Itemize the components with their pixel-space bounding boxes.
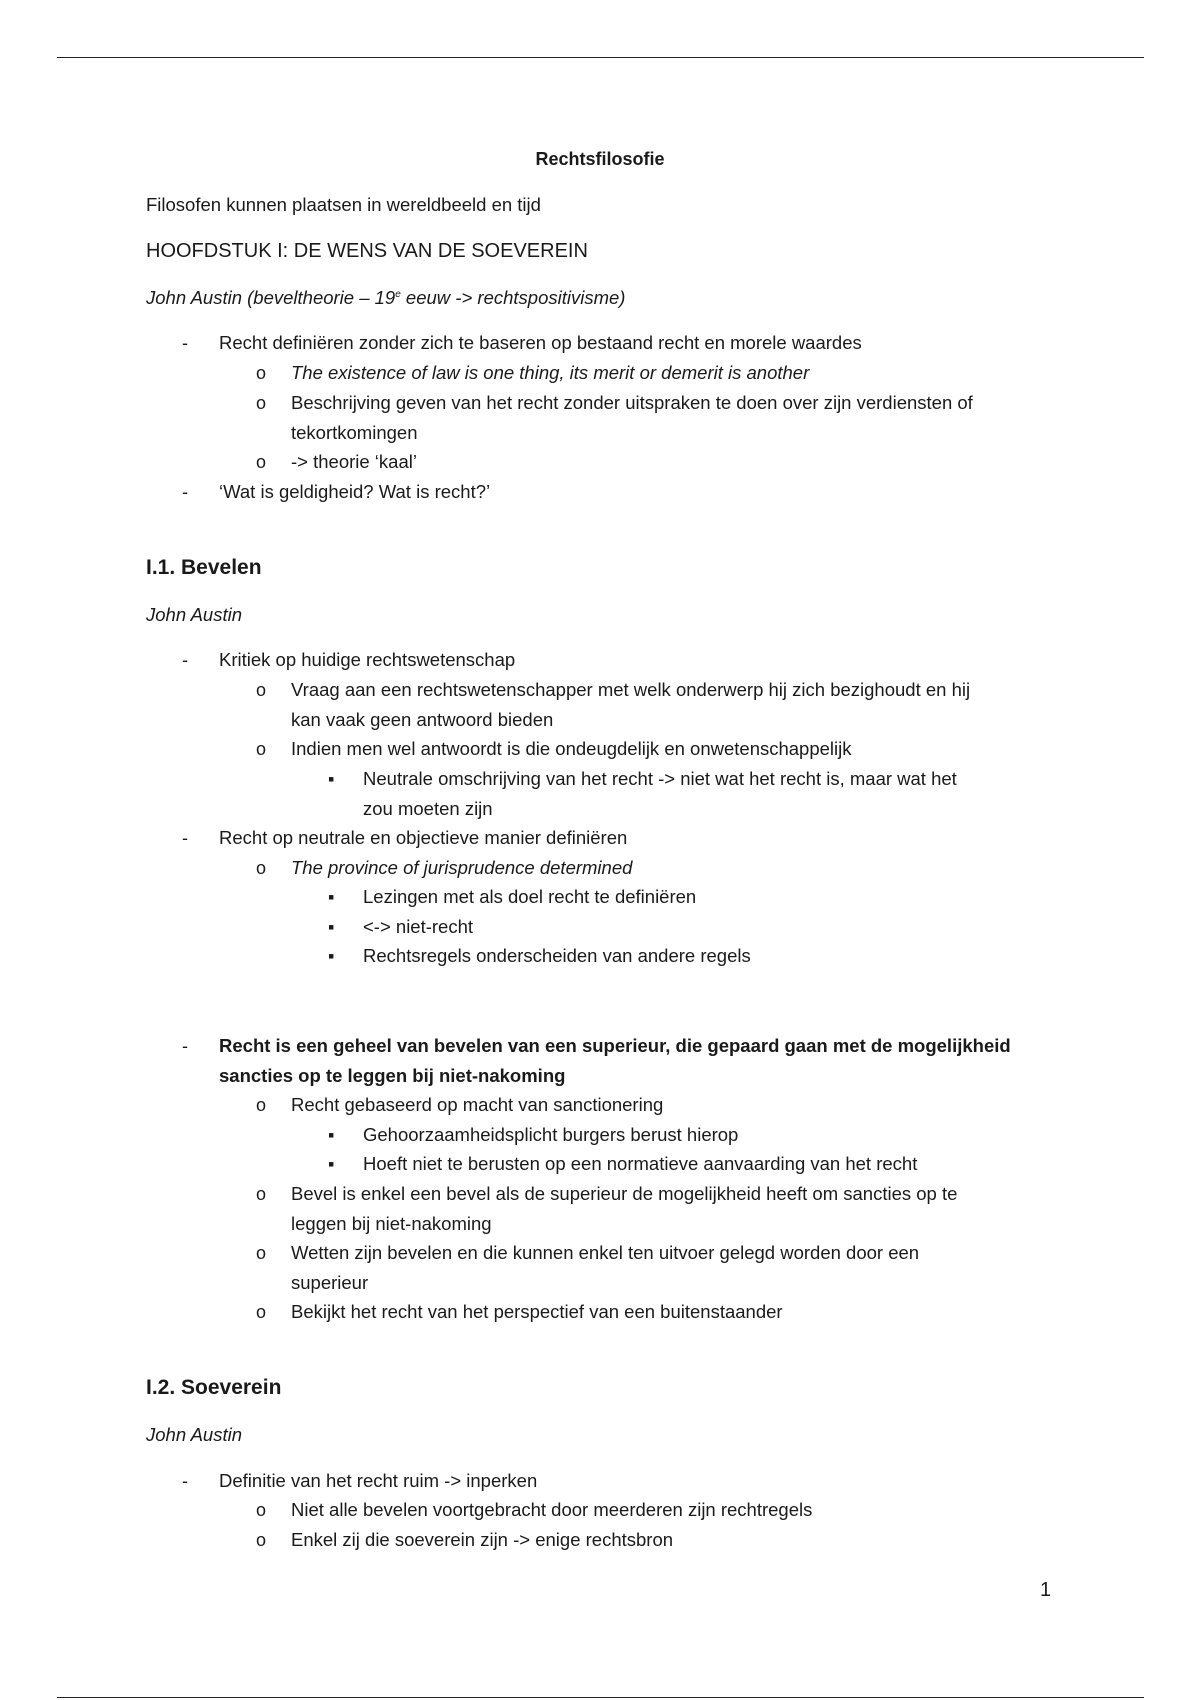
author-line-sup: e [395, 288, 401, 300]
author-line-pre: John Austin (beveltheorie – 19 [146, 287, 396, 308]
list-item-continued: zou moeten zijn [363, 798, 493, 819]
page-number: 1 [1040, 1579, 1052, 1601]
dash-marker: - [182, 1036, 188, 1056]
list-item: The existence of law is one thing, its merit or demerit is another [291, 362, 810, 383]
list-item: -> theorie ‘kaal’ [291, 451, 417, 472]
circle-marker: o [256, 1184, 267, 1204]
list-item-bold-continued: sancties op te leggen bij niet-nakoming [219, 1065, 566, 1086]
square-marker: ▪ [328, 917, 335, 937]
dash-marker: - [182, 333, 188, 353]
list-item: ‘Wat is geldigheid? Wat is recht?’ [219, 481, 491, 502]
square-marker: ▪ [328, 887, 335, 907]
circle-marker: o [256, 1095, 267, 1115]
list-item: Recht definiëren zonder zich te baseren op bestaand recht en morele waardes [219, 332, 862, 353]
list-item-continued: tekortkomingen [291, 422, 418, 443]
square-marker: ▪ [328, 1125, 335, 1145]
square-marker: ▪ [328, 769, 335, 789]
author-line-post: eeuw -> rechtspositivisme) [400, 287, 626, 308]
list-item-continued: superieur [291, 1272, 369, 1293]
square-marker: ▪ [328, 946, 335, 966]
header-rule [57, 57, 1144, 58]
list-item: Beschrijving geven van het recht zonder uitspraken te doen over zijn verdiensten of [291, 392, 973, 413]
list-item: Rechtsregels onderscheiden van andere regels [363, 945, 751, 966]
circle-marker: o [256, 739, 267, 759]
dash-marker: - [182, 482, 188, 502]
list-item-continued: leggen bij niet-nakoming [291, 1213, 492, 1234]
document-title: Rechtsfilosofie [535, 149, 665, 169]
list-item: Lezingen met als doel recht te definiëren [363, 886, 697, 907]
circle-marker: o [256, 363, 267, 383]
list-item: Gehoorzaamheidsplicht burgers berust hierop [363, 1124, 739, 1145]
intro-line: Filosofen kunnen plaatsen in wereldbeeld en tijd [146, 194, 541, 215]
circle-marker: o [256, 1302, 267, 1322]
list-item: Niet alle bevelen voortgebracht door meerderen zijn rechtregels [291, 1499, 813, 1520]
author-line [146, 286, 625, 310]
chapter-heading: HOOFDSTUK I: DE WENS VAN DE SOEVEREIN [146, 240, 588, 262]
list-item: Definitie van het recht ruim -> inperken [219, 1470, 538, 1491]
list-item: Indien men wel antwoordt is die ondeugdelijk en onwetenschappelijk [291, 738, 852, 759]
section-author: John Austin [146, 604, 242, 625]
list-item: Bevel is enkel een bevel als de superieur de mogelijkheid heeft om sancties op te [291, 1183, 958, 1204]
list-item-bold: Recht is een geheel van bevelen van een superieur, die gepaard gaan met de mogelijkheid [219, 1035, 1011, 1056]
list-item: Enkel zij die soeverein zijn -> enige rechtsbron [291, 1529, 674, 1550]
list-item: Vraag aan een rechtswetenschapper met welk onderwerp hij zich bezighoudt en hij [291, 679, 971, 700]
list-item: Bekijkt het recht van het perspectief van een buitenstaander [291, 1301, 783, 1322]
list-item: Recht op neutrale en objectieve manier definiëren [219, 827, 628, 848]
circle-marker: o [256, 1530, 267, 1550]
footer-rule [57, 1697, 1144, 1698]
section-heading-soeverein: I.2. Soeverein [146, 1376, 282, 1399]
circle-marker: o [256, 680, 267, 700]
list-item: Kritiek op huidige rechtswetenschap [219, 649, 516, 670]
circle-marker: o [256, 452, 267, 472]
dash-marker: - [182, 828, 188, 848]
section-heading-bevelen: I.1. Bevelen [146, 556, 262, 579]
list-item: The province of jurisprudence determined [291, 857, 633, 878]
circle-marker: o [256, 1243, 267, 1263]
list-item: Hoeft niet te berusten op een normatieve aanvaarding van het recht [363, 1153, 918, 1174]
circle-marker: o [256, 858, 267, 878]
list-item: <-> niet-recht [363, 916, 474, 937]
list-item: Recht gebaseerd op macht van sanctionering [291, 1094, 664, 1115]
list-item: Neutrale omschrijving van het recht -> niet wat het recht is, maar wat het [363, 768, 957, 789]
dash-marker: - [182, 650, 188, 670]
list-item: Wetten zijn bevelen en die kunnen enkel ten uitvoer gelegd worden door een [291, 1242, 920, 1263]
circle-marker: o [256, 1500, 267, 1520]
circle-marker: o [256, 393, 267, 413]
section-author: John Austin [146, 1424, 242, 1445]
list-item-continued: kan vaak geen antwoord bieden [291, 709, 554, 730]
square-marker: ▪ [328, 1154, 335, 1174]
dash-marker: - [182, 1471, 188, 1491]
